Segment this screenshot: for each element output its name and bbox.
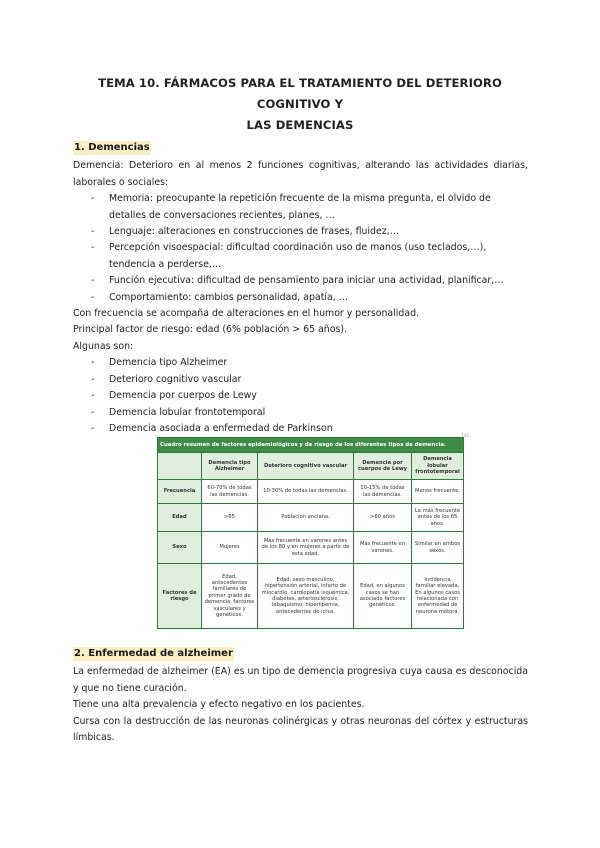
column-header: Demencia lobular frontotemporal [412,453,464,480]
row-header: Sexo [158,532,202,564]
alzheimer-paragraph-2: Tiene una alta prevalencia y efecto negativo en los pacientes. [73,699,365,711]
table-cell: Edad, antecedentes familiares de primer grado de demencia, factores vasculares y genéticos. [202,564,258,629]
alzheimer-paragraph-1: La enfermedad de alzheimer (EA) es un tipo de demencia progresiva cuya causa es desconocida y que no tiene curación. [73,666,528,694]
table-cell: 10-30% de todas las demencias. [258,480,354,504]
list-item: - Demencia asociada a enfermedad de Parkinson [73,421,528,437]
table-cell: La más frecuente antes de los 65 años. [412,504,464,532]
section-heading-demencias: 1. Demencias [74,142,150,153]
section-alzheimer [73,646,528,746]
row-header: Frecuencia [158,480,202,504]
alzheimer-paragraph-3: Cursa con la destrucción de las neuronas colinérgicas y otras neuronas del córtex y estructuras límbicas. [73,715,528,744]
table-row [158,480,464,504]
dementia-summary-table [157,437,464,629]
list-item: - Deterioro cognitivo vascular [73,372,528,388]
humor-line: Con frecuencia se acompaña de alteraciones en el humor y personalidad. [73,308,420,320]
page-title-line1: TEMA 10. FÁRMACOS PARA EL TRATAMIENTO DEL DETERIORO COGNITIVO Y [98,76,502,111]
table-cell: Incidencia familiar elevada. En algunos casos relacionada con enfermedad de neurona motora. [412,564,464,629]
table-cell: Más frecuente en varones. [354,532,412,564]
table-row [158,504,464,532]
table-cell: >60 años [354,504,412,532]
section-demencias [73,140,528,437]
list-item: - Función ejecutiva: dificultad de pensamiento para iniciar una actividad, planificar,… [73,273,528,289]
list-item: - Memoria: preocupante la repetición frecuente de la misma pregunta, el olvido de detalles de conversaciones recientes, planes, … [73,191,528,224]
demencia-definition: Demencia: Deterioro en al menos 2 funciones cognitivas, alterando las actividades diarias, laborales o sociales: [73,160,528,188]
list-item: - Demencia por cuerpos de Lewy [73,388,528,404]
list-item: - Lenguaje: alteraciones en construcciones de frases, fluidez,… [73,224,528,240]
column-header: Deterioro cognitivo vascular [258,453,354,480]
table-row [158,532,464,564]
dementia-types-list [73,355,528,437]
page-title [60,73,540,136]
figure-number: 142 [461,433,469,438]
table-cell: 10-15% de todas las demencias. [354,480,412,504]
table-cell: Similar en ambos sexos. [412,532,464,564]
column-header: Demencia por cuerpos de Lewy [354,453,412,480]
table-cell: Menos frecuente. [412,480,464,504]
risk-factor-line: Principal factor de riesgo: edad (6% población > 65 años). [73,324,348,336]
dementia-summary-table-figure [155,434,467,630]
table-cell: Edad, en algunos casos se han asociado factores genéticos. [354,564,412,629]
table-corner [158,453,202,480]
table-cell: Población anciana. [258,504,354,532]
table-cell: 60-70% de todas las demencias. [202,480,258,504]
table-cell: >65 [202,504,258,532]
section-heading-alzheimer: 2. Enfermedad de alzheimer [74,648,233,659]
list-item: - Demencia tipo Alzheimer [73,355,528,371]
list-item: - Comportamiento: cambios personalidad, apatía, … [73,290,528,306]
table-cell: Mujeres [202,532,258,564]
list-item: - Percepción visoespacial: dificultad coordinación uso de manos (uso teclados,…), tendencia a perderse,… [73,240,528,273]
symptom-list [73,191,528,306]
table-row [158,564,464,629]
row-header: Factores de riesgo [158,564,202,629]
table-cell: Más frecuente en varones antes de los 80 y en mujeres a partir de esta edad. [258,532,354,564]
page-title-line2: LAS DEMENCIAS [246,118,354,132]
table-caption: Cuadro resumen de factores epidemiológicos y de riesgo de los diferentes tipos de demencia. [158,438,464,453]
list-item: - Demencia lobular frontotemporal [73,405,528,421]
column-header: Demencia tipo Alzheimer [202,453,258,480]
table-cell: Edad, sexo masculino, hipertensión arterial, infarto de miocardio, cardiopatía isquémica, diabetes, arteriosclerosis, tabaquismo, hiperlipemia, antecedentes de ictus. [258,564,354,629]
algunas-line: Algunas son: [73,340,134,352]
row-header: Edad [158,504,202,532]
